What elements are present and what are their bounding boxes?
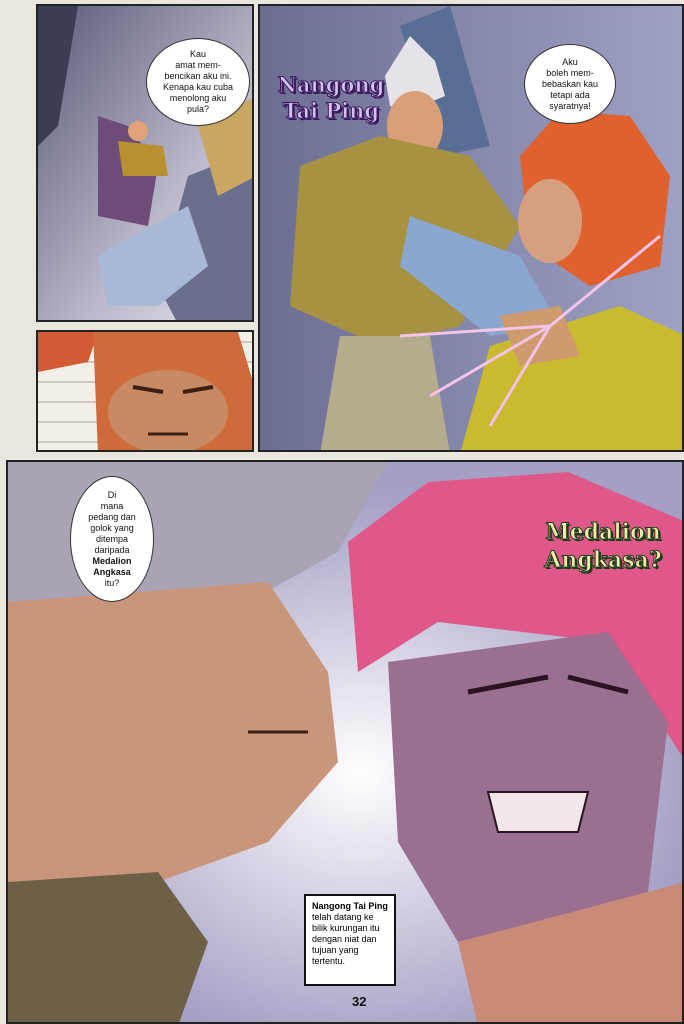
speech-bubble-1-text: Kau amat mem- bencikan aku ini. Kenapa kau cuba menolong aku pula? (162, 49, 234, 114)
panel-3-art (38, 332, 254, 452)
panel-2 (258, 4, 684, 452)
medallion-caption (528, 490, 678, 574)
speech-bubble-3-line-a: Di mana pedang dan golok yang ditempa daripada (88, 489, 136, 555)
speech-bubble-3-bold: Medalion Angkasa (92, 555, 132, 577)
medallion-caption-text: Medalion Angkasa? (544, 519, 662, 573)
page-number: 32 (352, 994, 367, 1009)
panel-1 (36, 4, 254, 322)
speech-bubble-2 (524, 44, 616, 124)
narration-bold: Nangong Tai Ping (312, 901, 388, 911)
panel-3 (36, 330, 254, 452)
narration-box (304, 894, 396, 986)
speech-bubble-3-text (88, 490, 136, 589)
character-name-caption (272, 46, 390, 124)
speech-bubble-3-line-b: itu? (104, 577, 120, 588)
character-name-text: Nangong Tai Ping (277, 72, 385, 123)
speech-bubble-2-text: Aku boleh mem- bebaskan kau tetapi ada syaratnya! (541, 56, 599, 111)
speech-bubble-1 (146, 38, 250, 126)
panel-4 (6, 460, 684, 1024)
speech-bubble-3 (70, 476, 154, 602)
narration-text: telah datang ke bilik kurungan itu dengan niat dan tujuan yang tertentu. (312, 912, 380, 966)
